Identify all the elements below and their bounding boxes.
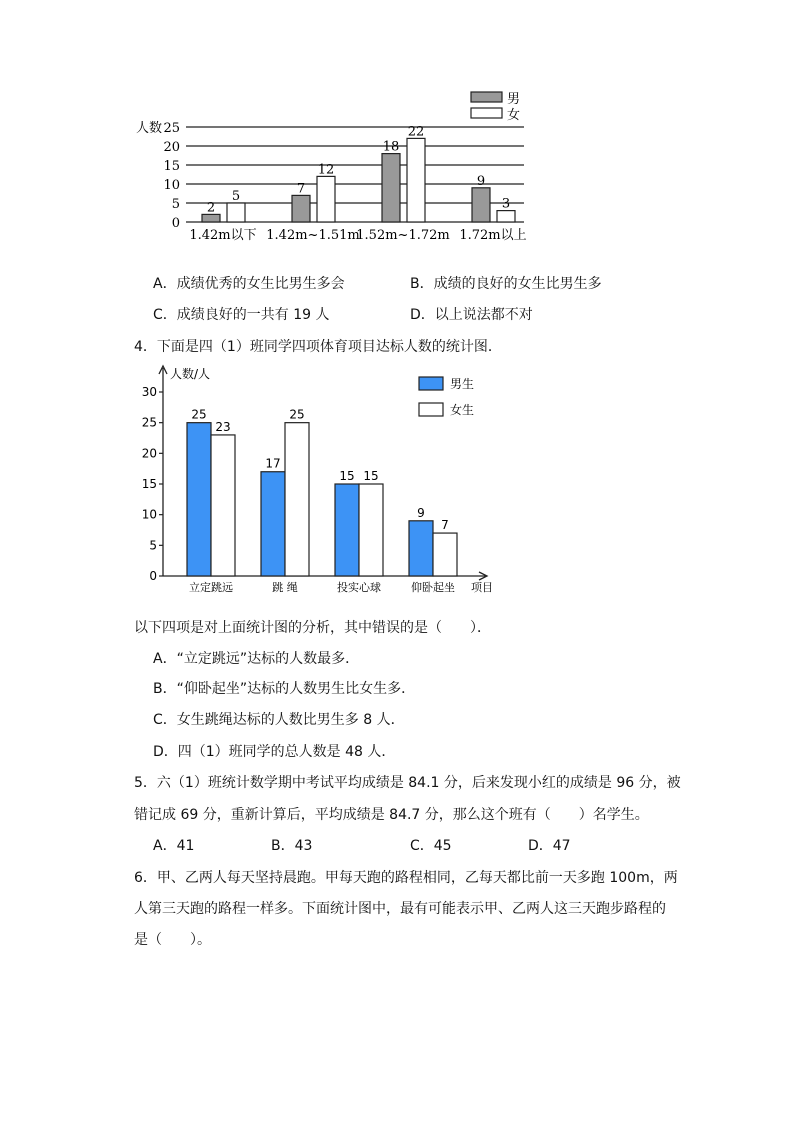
q5-option-d[interactable]: D．47: [528, 838, 571, 854]
bar: [407, 138, 425, 222]
bar: [187, 423, 211, 576]
y-tick-label: 15: [163, 159, 180, 174]
data-label: 23: [215, 419, 231, 434]
q6-stem-line2: 人第三天跑的路程一样多。下面统计图中，最有可能表示甲、乙两人这三天跑步路程的: [134, 901, 666, 917]
q4-prompt: 以下四项是对上面统计图的分析，其中错误的是（ ）．: [134, 620, 491, 636]
x-tick-label: 仰卧起坐: [411, 581, 455, 594]
bar: [227, 203, 245, 222]
y-tick-label: 25: [141, 415, 157, 430]
q4-option-d[interactable]: D．四（1）班同学的总人数是 48 人．: [153, 744, 396, 760]
y-axis-label: 人数/人: [170, 367, 211, 381]
x-tick-label: 1.42m以下: [189, 228, 257, 243]
data-label: 12: [317, 162, 335, 178]
legend-swatch: [419, 377, 443, 390]
q3-option-a[interactable]: A．成绩优秀的女生比男生多会: [153, 276, 345, 292]
y-tick-label: 20: [163, 140, 180, 155]
bar: [202, 214, 220, 222]
y-tick-label: 10: [141, 507, 157, 522]
data-label: 15: [339, 469, 355, 483]
data-label: 7: [296, 181, 306, 197]
y-tick-label: 20: [141, 446, 157, 461]
y-tick-label: 5: [171, 197, 180, 212]
legend-label: 男生: [450, 377, 475, 391]
bar: [433, 533, 457, 576]
legend-swatch: [471, 92, 502, 102]
x-tick-label: 立定跳远: [189, 581, 233, 594]
data-label: 5: [231, 189, 241, 204]
bar: [317, 176, 335, 222]
q6-stem-line1: 6．甲、乙两人每天坚持晨跑。甲每天跑的路程相同，乙每天都比前一天多跑 100m，两: [134, 870, 678, 886]
q5-option-b[interactable]: B．43: [271, 838, 313, 854]
bar: [409, 521, 433, 576]
data-label: 25: [289, 407, 305, 422]
bar: [261, 472, 285, 576]
legend-label: 女: [507, 108, 521, 123]
q5-stem-line1: 5．六（1）班统计数学期中考试平均成绩是 84.1 分，后来发现小红的成绩是 96 分，被: [134, 775, 681, 791]
x-tick-label: 1.52m~1.72m: [356, 228, 450, 243]
data-label: 15: [363, 469, 379, 483]
fitness-standards-chart: [0, 360, 794, 605]
q5-stem-line2: 错记成 69 分，重新计算后，平均成绩是 84.7 分，那么这个班有（ ）名学生。: [134, 807, 649, 823]
legend-swatch: [471, 108, 502, 118]
bar: [382, 154, 400, 222]
q6-stem-line3: 是（ ）。: [134, 932, 211, 948]
y-tick-label: 15: [141, 477, 157, 491]
x-tick-label: 投实心球: [337, 581, 381, 594]
q5-option-a[interactable]: A．41: [153, 838, 195, 854]
y-tick-label: 30: [141, 385, 157, 399]
data-label: 2: [206, 200, 216, 216]
y-tick-label: 0: [149, 569, 157, 583]
data-label: 25: [191, 407, 207, 422]
x-tick-label: 1.72m以上: [459, 228, 527, 243]
bar: [472, 188, 490, 222]
y-tick-label: 25: [163, 121, 180, 136]
y-tick-label: 0: [171, 216, 180, 231]
legend-swatch: [419, 403, 443, 416]
data-label: 9: [476, 173, 486, 189]
legend-label: 女生: [450, 403, 475, 417]
bar: [335, 484, 359, 576]
height-distribution-chart: [0, 0, 794, 260]
bar: [292, 195, 310, 222]
data-label: 22: [407, 124, 425, 140]
bar: [211, 435, 235, 576]
data-label: 17: [265, 456, 281, 471]
x-axis-label: 项目: [471, 581, 493, 594]
legend-label: 男: [507, 92, 521, 107]
q3-option-c[interactable]: C．成绩良好的一共有 19 人: [153, 307, 330, 323]
q4-option-a[interactable]: A．“立定跳远”达标的人数最多．: [153, 651, 360, 667]
y-tick-label: 5: [149, 538, 157, 553]
data-label: 7: [441, 518, 449, 533]
q4-stem: 4．下面是四（1）班同学四项体育项目达标人数的统计图．: [134, 339, 502, 355]
data-label: 3: [501, 196, 511, 212]
q3-option-b[interactable]: B．成绩的良好的女生比男生多: [410, 276, 602, 292]
q4-option-c[interactable]: C．女生跳绳达标的人数比男生多 8 人．: [153, 712, 405, 728]
x-tick-label: 跳 绳: [272, 581, 298, 594]
q3-option-d[interactable]: D．以上说法都不对: [410, 307, 533, 323]
y-axis-label: 人数: [136, 121, 163, 136]
x-tick-label: 1.42m~1.51m: [266, 228, 360, 243]
data-label: 9: [417, 505, 425, 520]
data-label: 18: [382, 139, 400, 155]
y-tick-label: 10: [163, 178, 180, 193]
bar: [285, 423, 309, 576]
q5-option-c[interactable]: C．45: [410, 838, 452, 854]
bar: [359, 484, 383, 576]
q4-option-b[interactable]: B．“仰卧起坐”达标的人数男生比女生多．: [153, 681, 416, 697]
bar: [497, 211, 515, 222]
